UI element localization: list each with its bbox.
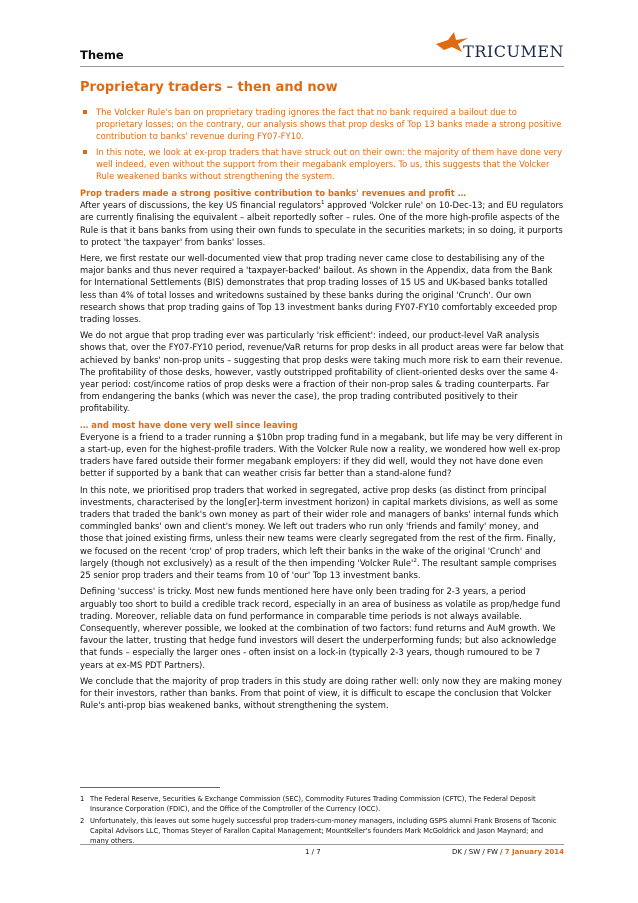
summary-bullet: The Volcker Rule's ban on proprietary trading ignores the fact that no bank required a bailout due to proprietary losses; on the contrary, our analysis shows that prop desks of Top 13 banks made a strong positive contribution to banks' revenue during FY07-FY10. — [80, 106, 564, 143]
paragraph: In this note, we prioritised prop traders that worked in segregated, active prop desks (as distinct from principal investments, characterised by the long[er]-term investment horizon) in capital markets divisions, as well as some traders that traded the bank's own money as part of their wider role and managers of banks' internal funds which commingled banks' own and client's money. We left out traders who run only 'friends and family' money, and those that joined existing firms, unless their new teams were clearly segregated from the rest of the firm. Finally, we focused on the recent 'crop' of prop traders, which left their banks in the wake of the original 'Crunch' and largely (though not exclusively) as a result of the then impending 'Volcker $Rule'^2$. The resultant sample comprises 25 senior prop traders and their teams from 10 of 'our' Top 13 investment banks. — [80, 484, 559, 581]
footnote-ref[interactable]: 1 — [320, 200, 325, 207]
footer-date: 7 January 2014 — [504, 848, 564, 856]
bullet-square-icon — [83, 150, 87, 154]
footnote-ref[interactable]: 2 — [413, 558, 417, 565]
paragraph: We conclude that the majority of prop traders in this study are doing rather well: only now they are making money for their investors, rather than banks. From that point of view, it is difficult to escape the conclusion that Volcker Rule's anti-prop bias weakened banks, without strengthening the system. — [80, 675, 563, 711]
summary-bullet: In this note, we look at ex-prop traders that have struck out on their own: the majority of them have done very well indeed, even without the support from their megabank employers. To us, this suggests that the Volcker Rule weakened banks without strengthening the system. — [80, 146, 564, 183]
page-number: 1 / 7 — [305, 848, 321, 856]
paragraph: After years of discussions, the key US financial regulators$^1$ approved 'Volcker rule' on 10-Dec-13; and EU regulators are currently finalising the equivalent – albeit reportedly softer – rules. One of the more high-profile aspects of the Rule is that it bans banks from using their own funds to speculate in the securities markets; in so doing, it purports to protect 'the taxpayer' from banks' losses. — [80, 200, 564, 247]
page-title: Proprietary traders – then and now — [80, 80, 338, 95]
logo-text: TRICUMEN — [463, 42, 564, 61]
paragraph: Defining 'success' is tricky. Most new funds mentioned here have only been trading for 2-3 years, a period arguably too short to build a credible track record, especially in an area of business as volatile as prop/hedge fund trading. Moreover, reliable data on fund performance in comparable time periods is not always available. Consequently, wherever possible, we looked at the combination of two factors: fund returns and AuM growth. We favour the latter, trusting that hedge fund investors will desert the underperforming funds; but also acknowledge that funds – especially the larger ones - often insist on a lock-in (typically 2-3 years, though rumoured to be 7 years at ex-MS PDT Partners). — [80, 586, 561, 670]
section-heading: Prop traders made a strong positive contribution to banks' revenues and profit … — [80, 188, 467, 198]
footer-divider — [80, 844, 564, 845]
section-heading: … and most have done very well since leaving — [80, 419, 298, 430]
header-divider — [80, 66, 564, 67]
bullet-square-icon — [83, 110, 87, 114]
paragraph: Here, we first restate our well-documented view that prop trading never came close to destabilising any of the major banks and thus never required a 'taxpayer-backed' bailout. As shown in the Appendix, data from the Bank for International Settlements (BIS) demonstrates that prop trading losses of 15 US and UK-based banks totalled less than 4% of total losses and writedowns sustained by these banks during the original 'Crunch'. Our own research shows that prop trading gains of Top 13 investment banks during FY07-FY10 comfortably exceeded prop trading losses. — [80, 253, 558, 325]
summary-bullets — [80, 106, 564, 185]
footer-meta — [452, 848, 564, 856]
paragraph: We do not argue that prop trading ever was particularly 'risk efficient': indeed, our product-level VaR analysis shows that, over the FY07-FY10 period, revenue/VaR returns for prop desks in all product areas were far below that achieved by banks' non-prop units – suggesting that prop desks were taking much more risk to earn their revenue. The profitability of those desks, however, vastly outstripped profitability of client-oriented desks over the same 4-year period: cost/income ratios of prop desks were a fraction of their non-prop sales & trading counterparts. Far from endangering the banks (which was never the case), the prop trading contributed positively to their profitability. — [80, 330, 564, 414]
footnote-number: 1 — [80, 795, 85, 803]
footnote-divider — [80, 787, 220, 788]
footnote-text: The Federal Reserve, Securities & Exchange Commission (SEC), Commodity Futures Trading Commission (CFTC), The Federal Deposit Insurance Corporation (FDIC), and the Office of the Comptroller of the Currency (OCC). — [90, 795, 536, 813]
tricumen-logo — [434, 28, 564, 68]
paragraph: Everyone is a friend to a trader running a $10bn prop trading fund in a megabank, but life may be very different in a start-up, even for the highest-profile traders. With the Volcker Rule now a reality, we wondered how well ex-prop traders have fared outside their former megabank employers: if they did well, would they not have done even better if supported by a bank that can weather crisis far better than a stand-alone fund? — [80, 431, 563, 479]
body-text — [80, 187, 564, 715]
footnote-text: Unfortunately, this leaves out some hugely successful prop traders-cum-money managers, including GSPS alumni Frank Brosens of Taconic Capital Advisors LLC, Thomas Steyer of Farallon Capital Management; MountKeller's founders Mark McGoldrick and Jason Maynard; and many others. — [90, 817, 557, 845]
footnote — [80, 816, 564, 846]
footnote-number: 2 — [80, 817, 85, 825]
footer-authors: DK / SW / FW / — [452, 848, 505, 856]
footnote — [80, 794, 564, 814]
section-label: Theme — [80, 48, 124, 62]
page-header — [80, 44, 564, 66]
